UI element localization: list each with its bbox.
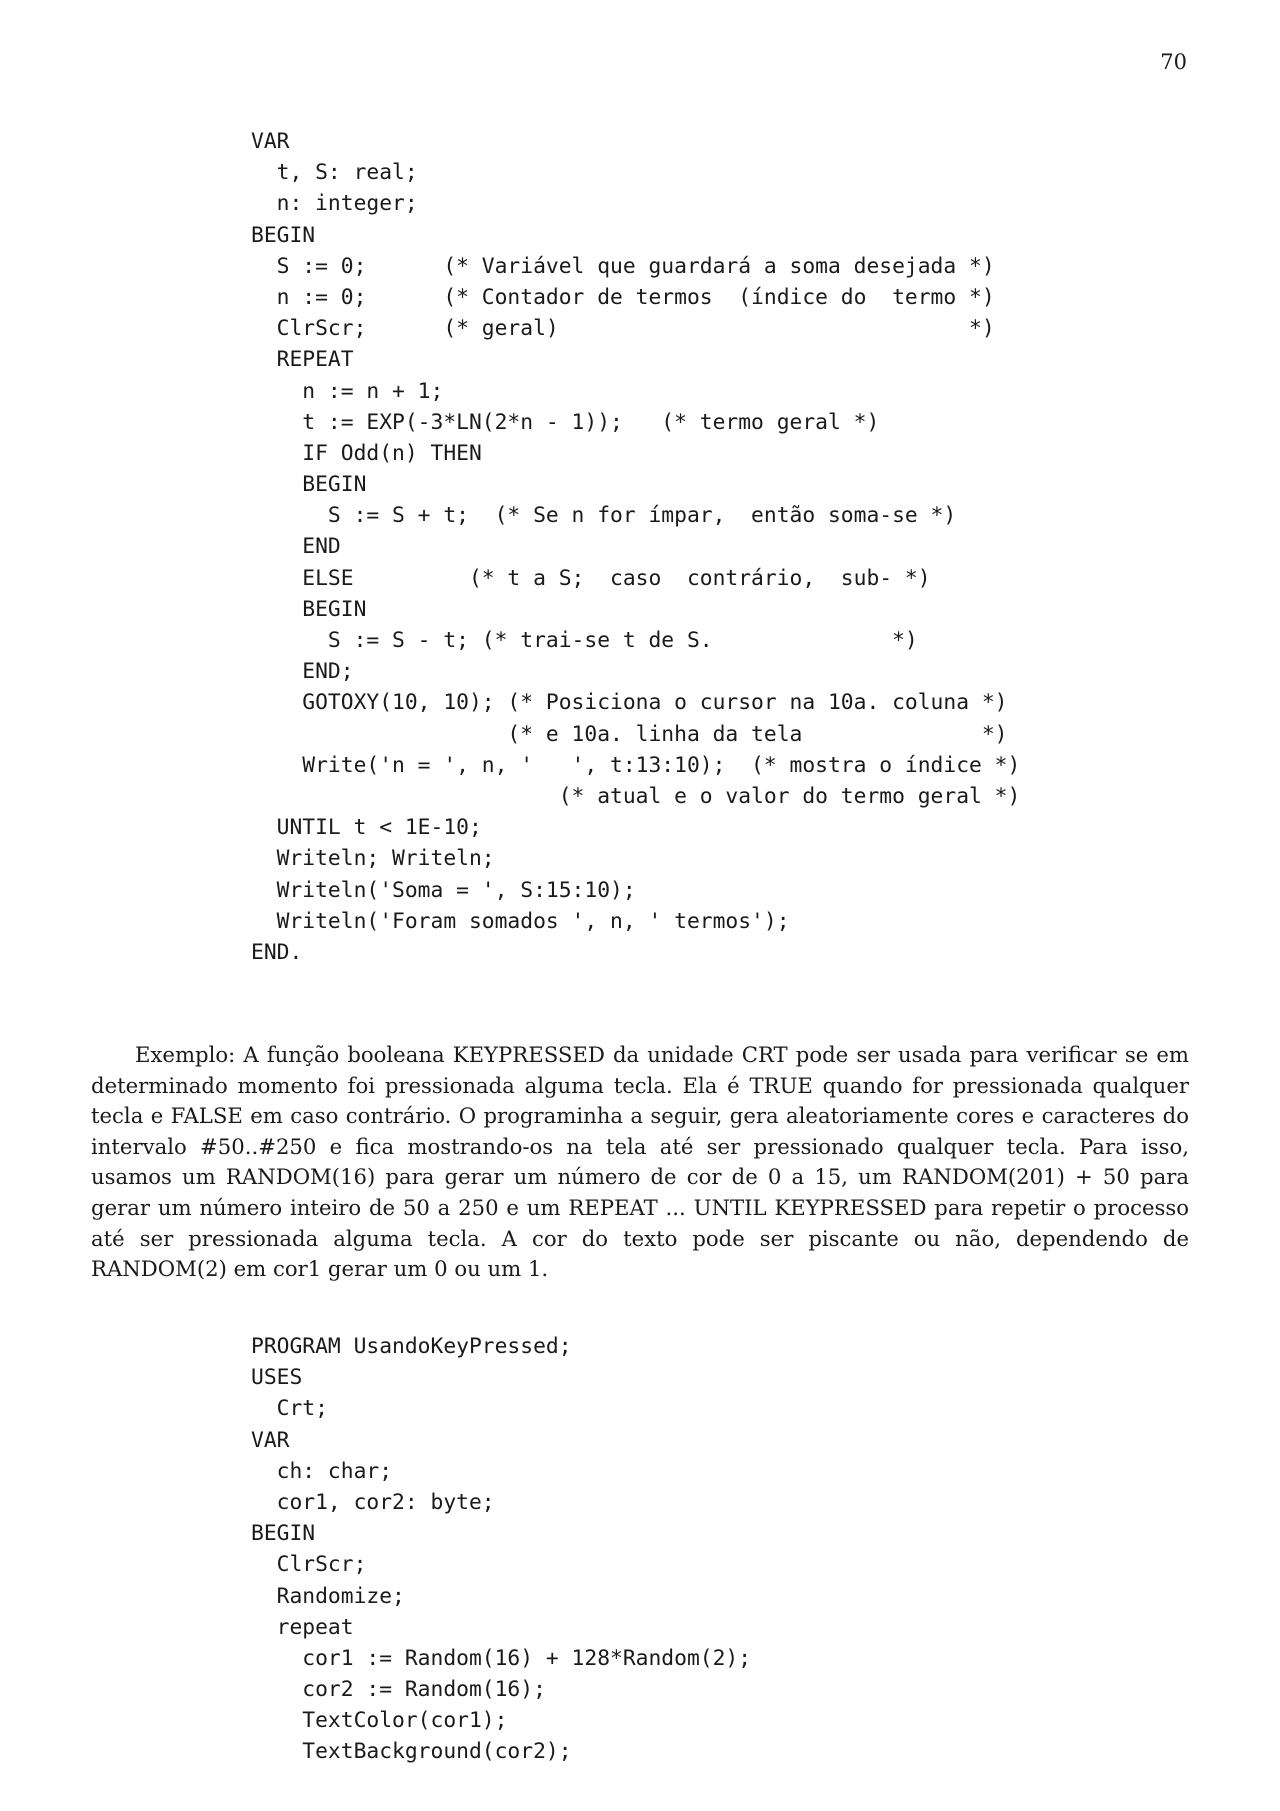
code-line: IF Odd(n) THEN — [251, 440, 482, 466]
code-line: ClrScr; (* geral) *) — [251, 316, 995, 342]
code-line: VAR — [251, 129, 290, 154]
page-number: 70 — [1160, 50, 1187, 74]
code-line: cor1, cor2: byte; — [251, 1489, 495, 1515]
code-line: n := n + 1; — [251, 378, 444, 404]
code-line: BEGIN — [251, 222, 316, 248]
code-line: n := 0; (* Contador de termos (índice do termo *) — [251, 284, 995, 310]
code-line: n: integer; — [251, 191, 418, 217]
code-line: ClrScr; — [251, 1552, 367, 1578]
code-line: cor1 := Random(16) + 128*Random(2); — [251, 1645, 752, 1671]
code-line: BEGIN — [251, 1521, 316, 1547]
code-line: GOTOXY(10, 10); (* Posiciona o cursor na 10a. coluna *) — [251, 690, 1008, 716]
code-line: BEGIN — [251, 596, 367, 622]
code-line: REPEAT — [251, 347, 354, 373]
code-line: repeat — [251, 1614, 354, 1640]
code-line: Writeln; Writeln; — [251, 846, 495, 872]
code-line: (* e 10a. linha da tela *) — [251, 721, 1008, 747]
code-line: (* atual e o valor do termo geral *) — [251, 783, 1021, 809]
code-line: VAR — [251, 1427, 290, 1453]
code-line: TextColor(cor1); — [251, 1708, 508, 1734]
code-line: BEGIN — [251, 472, 367, 498]
code-line: cor2 := Random(16); — [251, 1677, 546, 1703]
code-line: TextBackground(cor2); — [251, 1739, 572, 1765]
code-line: Writeln('Soma = ', S:15:10); — [251, 877, 636, 903]
code-line: ELSE (* t a S; caso contrário, sub- *) — [251, 565, 931, 591]
code-line: S := S + t; (* Se n for ímpar, então soma-se *) — [251, 503, 957, 529]
code-line: Writeln('Foram somados ', n, ' termos'); — [251, 908, 790, 934]
code-line: Crt; — [251, 1396, 328, 1422]
code-block-pascal-sum — [251, 126, 1020, 968]
code-line: PROGRAM UsandoKeyPressed; — [251, 1334, 572, 1359]
code-block-usando-keypressed — [251, 1331, 751, 1768]
code-line: UNTIL t < 1E-10; — [251, 815, 482, 841]
code-line: Write('n = ', n, ' ', t:13:10); (* mostra o índice *) — [251, 752, 1021, 778]
code-line: S := 0; (* Variável que guardará a soma desejada *) — [251, 253, 995, 279]
code-line: S := S - t; (* trai-se t de S. *) — [251, 628, 918, 653]
code-line: t := EXP(-3*LN(2*n - 1)); (* termo geral *) — [251, 409, 880, 435]
example-paragraph: Exemplo: A função booleana KEYPRESSED da unidade CRT pode ser usada para verificar se em determinado momento foi pressionada alguma tecla. Ela é TRUE quando for pressionada qualquer tecla e FALSE em caso contrário. O programinha a seguir, gera aleatoriamente cores e caracteres do intervalo #50..#250 e fica mostrando-os na tela até ser pressionado qualquer tecla. Para isso, usamos um RANDOM(16) para gerar um número de cor de 0 a 15, um RANDOM(201) + 50 para gerar um número inteiro de 50 a 250 e um REPEAT ... UNTIL KEYPRESSED para repetir o processo até ser pressionada alguma tecla. A cor do texto pode ser piscante ou não, dependendo de RANDOM(2) em cor1 gerar um 0 ou um 1. — [91, 1042, 1189, 1282]
code-line: USES — [251, 1365, 303, 1391]
code-line: t, S: real; — [251, 160, 418, 186]
code-line: END; — [251, 659, 354, 685]
code-line: ch: char; — [251, 1458, 393, 1484]
code-line: Randomize; — [251, 1583, 405, 1609]
code-line: END — [251, 534, 341, 560]
code-line: END. — [251, 939, 303, 965]
